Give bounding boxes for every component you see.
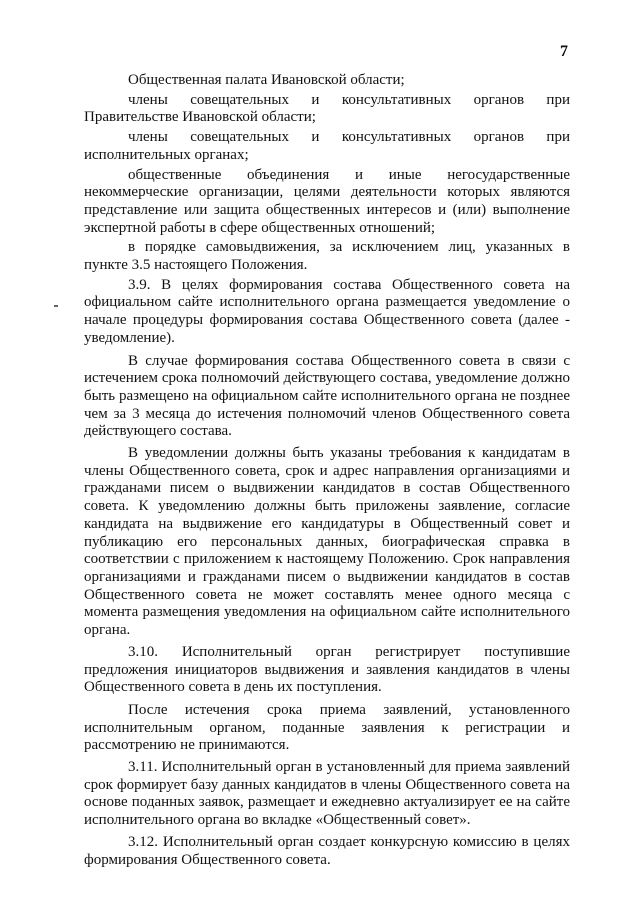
margin-mark <box>54 305 58 307</box>
paragraph-clause-3-12: 3.12. Исполнительный орган создает конкурсную комиссию в целях формирования Общественного совета. <box>84 833 570 868</box>
page-number: 7 <box>560 43 568 60</box>
paragraph-list-item-4: общественные объединения и иные негосударственные некоммерческие организации, целями деятельности которых являются представление или защита общественных интересов и (или) выполнение экспертной работы в сфере общественных отношений; <box>84 166 570 236</box>
paragraph-clause-3-11: 3.11. Исполнительный орган в установленный для приема заявлений срок формирует базу данных кандидатов в члены Общественного совета на основе поданных заявок, размещает и ежедневно актуализирует ее на сайте исполнительного органа во вкладке «Общественный совет». <box>84 759 570 829</box>
paragraph-term-expiry: В случае формирования состава Общественного совета в связи с истечением срока полномочий действующего состава, уведомление должно быть размещено на официальном сайте исполнительного органа не позднее чем за 3 месяца до истечения полномочий членов Общественного совета действующего состава. <box>84 352 570 440</box>
paragraph-after-deadline: После истечения срока приема заявлений, установленного исполнительным органом, поданные заявления к регистрации и рассмотрению не принимаются. <box>84 701 570 754</box>
paragraph-list-item-5: в порядке самовыдвижения, за исключением лиц, указанных в пункте 3.5 настоящего Положения. <box>84 239 570 274</box>
paragraph-clause-3-10: 3.10. Исполнительный орган регистрирует поступившие предложения инициаторов выдвижения и заявления кандидатов в члены Общественного совета в день их поступления. <box>84 643 570 696</box>
paragraph-list-item-2: члены совещательных и консультативных органов при Правительстве Ивановской области; <box>84 91 570 126</box>
body-text <box>84 72 570 869</box>
paragraph-notice-requirements: В уведомлении должны быть указаны требования к кандидатам в члены Общественного совета, срок и адрес направления организациями и гражданами писем о выдвижении кандидатов в состав Общественного совета. К уведомлению должны быть приложены заявление, согласие кандидата на выдвижение его кандидатуры в Общественный совет и публикацию его персональных данных, биографическая справка в соответствии с приложением к настоящему Положению. Срок направления организациями и гражданами писем о выдвижении кандидатов в состав Общественного совета не может составлять менее одного месяца с момента размещения уведомления на официальном сайте исполнительного органа. <box>84 445 570 639</box>
paragraph-clause-3-9: 3.9. В целях формирования состава Общественного совета на официальном сайте исполнительного органа размещается уведомление о начале процедуры формирования состава Общественного совета (далее - уведомление). <box>84 276 570 346</box>
paragraph-list-item-1: Общественная палата Ивановской области; <box>128 72 405 88</box>
paragraph-list-item-3: члены совещательных и консультативных органов при исполнительных органах; <box>84 129 570 163</box>
